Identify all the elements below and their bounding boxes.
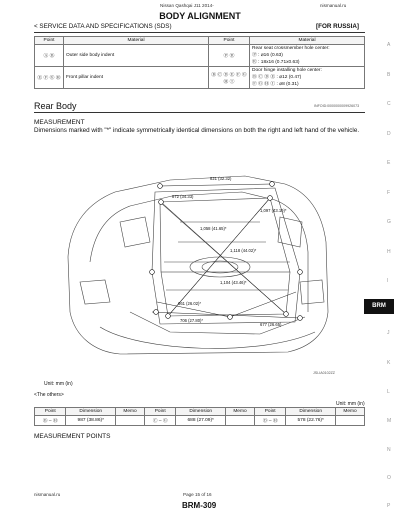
rear-body-title: Rear Body bbox=[34, 101, 77, 111]
dim-label: 872 (34.33) bbox=[172, 194, 194, 199]
mt-cell bbox=[226, 416, 255, 426]
side-letter: H bbox=[387, 249, 391, 255]
dim-label: 677 (26.65) bbox=[260, 322, 282, 327]
sds-cell-multiline bbox=[250, 67, 365, 89]
side-letter: O bbox=[387, 475, 391, 481]
mt-header: Point bbox=[35, 408, 66, 416]
title-rule bbox=[34, 32, 365, 33]
rear-body-code: INFOID:0000000009926073 bbox=[314, 104, 360, 108]
sds-table bbox=[34, 36, 365, 89]
sds-cell: Ⓐ Ⓑ bbox=[35, 45, 64, 67]
mt-cell: Ⓒ – Ⓖ bbox=[144, 416, 175, 426]
mt-header: Dimension bbox=[66, 408, 116, 416]
side-letter: I bbox=[387, 278, 389, 284]
sds-header-point: Point bbox=[35, 37, 64, 45]
measurement-text: Dimensions marked with "*" indicate symmetrically identical dimensions on both the right and left hand of the vehicle. bbox=[34, 127, 360, 134]
side-letter: L bbox=[387, 389, 390, 395]
mt-cell bbox=[116, 416, 145, 426]
mt-cell: 578 (22.76)* bbox=[286, 416, 336, 426]
sds-cell: Ⓟ Ⓡ bbox=[209, 45, 250, 67]
unit-label: Unit: mm (in) bbox=[44, 381, 73, 387]
side-letter: K bbox=[387, 360, 391, 366]
side-letter: N bbox=[387, 447, 391, 453]
sds-cell: Ⓔ Ⓕ Ⓖ Ⓗ bbox=[35, 67, 64, 89]
sds-header-material2: Material bbox=[250, 37, 365, 45]
diagram-code: JSLIA0102ZZ bbox=[313, 371, 335, 375]
footer-center: Page 15 of 16 bbox=[183, 492, 212, 497]
mt-header: Memo bbox=[335, 408, 364, 416]
mt-cell bbox=[335, 416, 364, 426]
side-letter: A bbox=[387, 42, 391, 48]
footer-left: nismanual.ru bbox=[34, 492, 61, 497]
rear-body-rule bbox=[34, 112, 365, 113]
sds-cell: Outer side body indent bbox=[64, 45, 209, 67]
side-letter: E bbox=[387, 160, 391, 166]
sds-line: Ⓟ : ⌀16 (0.63) bbox=[252, 53, 283, 58]
sds-cell-multiline bbox=[250, 45, 365, 67]
side-letter: D bbox=[387, 131, 391, 137]
mt-header: Memo bbox=[116, 408, 145, 416]
section-title: < SERVICE DATA AND SPECIFICATIONS (SDS) bbox=[34, 23, 172, 30]
the-others-label: <The others> bbox=[34, 392, 64, 398]
sds-header-point2: Point bbox=[209, 37, 250, 45]
mt-cell: 688 (27.09)* bbox=[176, 416, 226, 426]
section-region: [FOR RUSSIA] bbox=[316, 23, 360, 30]
sds-cell: Ⓑ Ⓒ Ⓓ Ⓔ Ⓕ Ⓖ Ⓗ Ⓘ bbox=[209, 67, 250, 89]
mt-header: Memo bbox=[226, 408, 255, 416]
sds-line: Ⓑ Ⓒ Ⓓ Ⓔ : ⌀12 (0.47) bbox=[252, 75, 302, 80]
mt-header: Dimension bbox=[286, 408, 336, 416]
footer-page: BRM-309 bbox=[182, 501, 217, 510]
side-letter: C bbox=[387, 101, 391, 107]
dim-label: 661 (26.02)* bbox=[178, 301, 202, 306]
measurement-points-title: MEASUREMENT POINTS bbox=[34, 433, 111, 440]
header-right: nismanual.ru bbox=[320, 3, 347, 8]
mt-header: Point bbox=[144, 408, 175, 416]
sds-line: Door hinge installing hole center: bbox=[252, 68, 322, 73]
dim-label: 706 (27.80)* bbox=[180, 318, 204, 323]
mt-cell: 987 (38.86)* bbox=[66, 416, 116, 426]
dim-label: 1,104 (43.46)* bbox=[220, 280, 247, 285]
sds-line: Ⓕ Ⓖ Ⓗ Ⓘ : ⌀8 (0.31) bbox=[252, 82, 299, 87]
side-letter: G bbox=[387, 219, 391, 225]
dim-label: 1,118 (44.02)* bbox=[230, 248, 257, 253]
side-letter: M bbox=[387, 418, 392, 424]
rear-body-diagram bbox=[60, 162, 344, 380]
sds-cell: Front pillar indent bbox=[64, 67, 209, 89]
sds-line: Ⓡ : 18x16 (0.71x0.63) bbox=[252, 60, 300, 65]
dim-label: 1,097 (43.19)* bbox=[260, 208, 287, 213]
side-letter: F bbox=[387, 190, 391, 196]
header-center: Nissan Qashqai J11 2014- bbox=[160, 3, 214, 8]
side-letter: B bbox=[387, 72, 391, 78]
dim-label: 1,058 (41.65)* bbox=[200, 226, 227, 231]
side-letter: J bbox=[387, 330, 390, 336]
mt-header: Point bbox=[254, 408, 285, 416]
mt-cell: Ⓑ – Ⓗ bbox=[35, 416, 66, 426]
page-title: BODY ALIGNMENT bbox=[159, 11, 241, 21]
measure-table bbox=[34, 407, 365, 426]
dim-label: 821 (32.32) bbox=[210, 176, 232, 181]
unit-label-2: Unit: mm (in) bbox=[336, 401, 365, 407]
sds-header-material: Material bbox=[64, 37, 209, 45]
mt-header: Dimension bbox=[176, 408, 226, 416]
measurement-title: MEASUREMENT bbox=[34, 119, 85, 126]
sds-line: Rear seat crossmember hole center: bbox=[252, 46, 330, 51]
side-tab-brm: BRM bbox=[364, 299, 394, 314]
side-letter: P bbox=[387, 503, 391, 509]
mt-cell: Ⓓ – Ⓗ bbox=[254, 416, 285, 426]
